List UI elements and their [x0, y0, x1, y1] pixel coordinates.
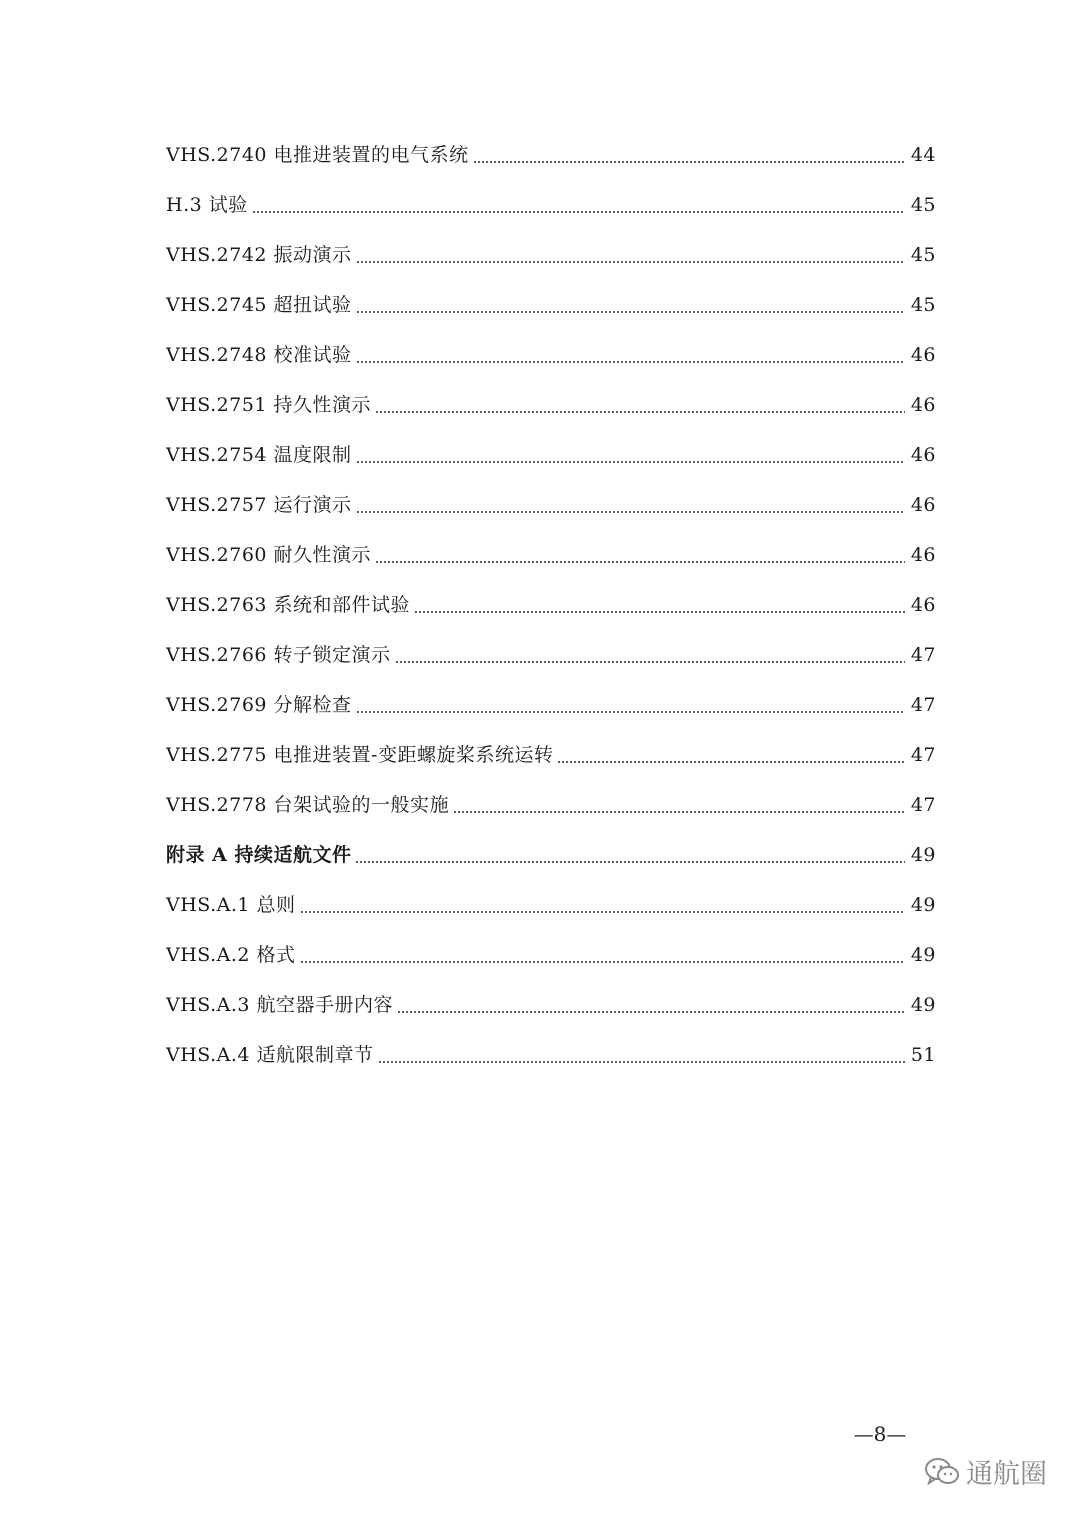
- toc-entry[interactable]: [166, 930, 936, 980]
- toc-entry-page: 44: [910, 144, 936, 166]
- toc-entry-page: 46: [910, 544, 936, 566]
- toc-entry[interactable]: [166, 380, 936, 430]
- dot-leader: [378, 1061, 905, 1063]
- toc-entry[interactable]: [166, 330, 936, 380]
- dot-leader: [397, 1011, 905, 1013]
- toc-entry-title: VHS.2757 运行演示: [166, 494, 352, 516]
- toc-entry-page: 46: [910, 394, 936, 416]
- toc-entry-title: VHS.2740 电推进装置的电气系统: [166, 144, 469, 166]
- toc-entry-page: 51: [910, 1044, 936, 1066]
- toc-entry[interactable]: [166, 230, 936, 280]
- toc-entry-title: H.3 试验: [166, 194, 248, 216]
- toc-entry-title: VHS.2775 电推进装置-变距螺旋桨系统运转: [166, 744, 554, 766]
- toc-entry-page: 45: [910, 194, 936, 216]
- toc-entry-title: VHS.2742 振动演示: [166, 244, 352, 266]
- table-of-contents: [166, 130, 936, 1080]
- dot-leader: [473, 161, 905, 163]
- toc-entry[interactable]: [166, 180, 936, 230]
- dot-leader: [356, 261, 905, 263]
- page-number: —8—: [853, 1422, 907, 1446]
- dot-leader: [375, 561, 905, 563]
- toc-entry[interactable]: [166, 430, 936, 480]
- toc-entry-title: VHS.2754 温度限制: [166, 444, 352, 466]
- dot-leader: [375, 411, 905, 413]
- toc-entry-title: VHS.A.3 航空器手册内容: [166, 994, 394, 1016]
- toc-entry-page: 46: [910, 494, 936, 516]
- dot-leader: [355, 861, 904, 863]
- toc-entry-title: VHS.2748 校准试验: [166, 344, 352, 366]
- watermark-text: 通航圈: [966, 1459, 1047, 1490]
- toc-entry[interactable]: [166, 630, 936, 680]
- toc-entry-page: 47: [910, 694, 936, 716]
- toc-entry-page: 47: [910, 644, 936, 666]
- toc-entry-page: 47: [910, 794, 936, 816]
- watermark: [924, 1452, 1047, 1491]
- toc-entry[interactable]: [166, 280, 936, 330]
- toc-entry-page: 49: [910, 994, 936, 1016]
- dot-leader: [356, 461, 905, 463]
- wechat-icon: [924, 1456, 960, 1488]
- toc-entry[interactable]: [166, 780, 936, 830]
- toc-entry[interactable]: [166, 680, 936, 730]
- dot-leader: [356, 361, 905, 363]
- toc-entry-page: 49: [910, 944, 936, 966]
- dot-leader: [300, 911, 905, 913]
- toc-entry-page: 46: [910, 444, 936, 466]
- toc-entry-title: VHS.2760 耐久性演示: [166, 544, 372, 566]
- dot-leader: [356, 311, 905, 313]
- toc-entry[interactable]: [166, 830, 936, 880]
- dot-leader: [395, 661, 905, 663]
- toc-entry[interactable]: [166, 530, 936, 580]
- toc-entry[interactable]: [166, 880, 936, 930]
- toc-entry[interactable]: [166, 480, 936, 530]
- dot-leader: [453, 811, 905, 813]
- toc-entry-page: 47: [910, 744, 936, 766]
- dot-leader: [252, 211, 905, 213]
- toc-entry-title: VHS.A.1 总则: [166, 894, 296, 916]
- toc-entry[interactable]: [166, 580, 936, 630]
- dot-leader: [414, 611, 905, 613]
- toc-entry-title: 附录 A 持续适航文件: [166, 844, 352, 866]
- toc-entry-page: 46: [910, 594, 936, 616]
- toc-entry-page: 45: [910, 244, 936, 266]
- toc-entry-page: 49: [910, 894, 936, 916]
- dot-leader: [300, 961, 905, 963]
- toc-entry-title: VHS.A.2 格式: [166, 944, 296, 966]
- toc-entry[interactable]: [166, 1030, 936, 1080]
- toc-entry-page: 46: [910, 344, 936, 366]
- toc-entry-title: VHS.A.4 适航限制章节: [166, 1044, 374, 1066]
- dot-leader: [356, 711, 905, 713]
- toc-entry[interactable]: [166, 130, 936, 180]
- toc-entry-title: VHS.2745 超扭试验: [166, 294, 352, 316]
- toc-entry[interactable]: [166, 980, 936, 1030]
- dot-leader: [557, 761, 904, 763]
- toc-entry-title: VHS.2763 系统和部件试验: [166, 594, 411, 616]
- toc-entry-page: 45: [910, 294, 936, 316]
- toc-entry-page: 49: [910, 844, 936, 866]
- toc-entry-title: VHS.2766 转子锁定演示: [166, 644, 391, 666]
- toc-entry-title: VHS.2751 持久性演示: [166, 394, 372, 416]
- toc-entry[interactable]: [166, 730, 936, 780]
- toc-entry-title: VHS.2778 台架试验的一般实施: [166, 794, 450, 816]
- toc-entry-title: VHS.2769 分解检查: [166, 694, 352, 716]
- dot-leader: [356, 511, 905, 513]
